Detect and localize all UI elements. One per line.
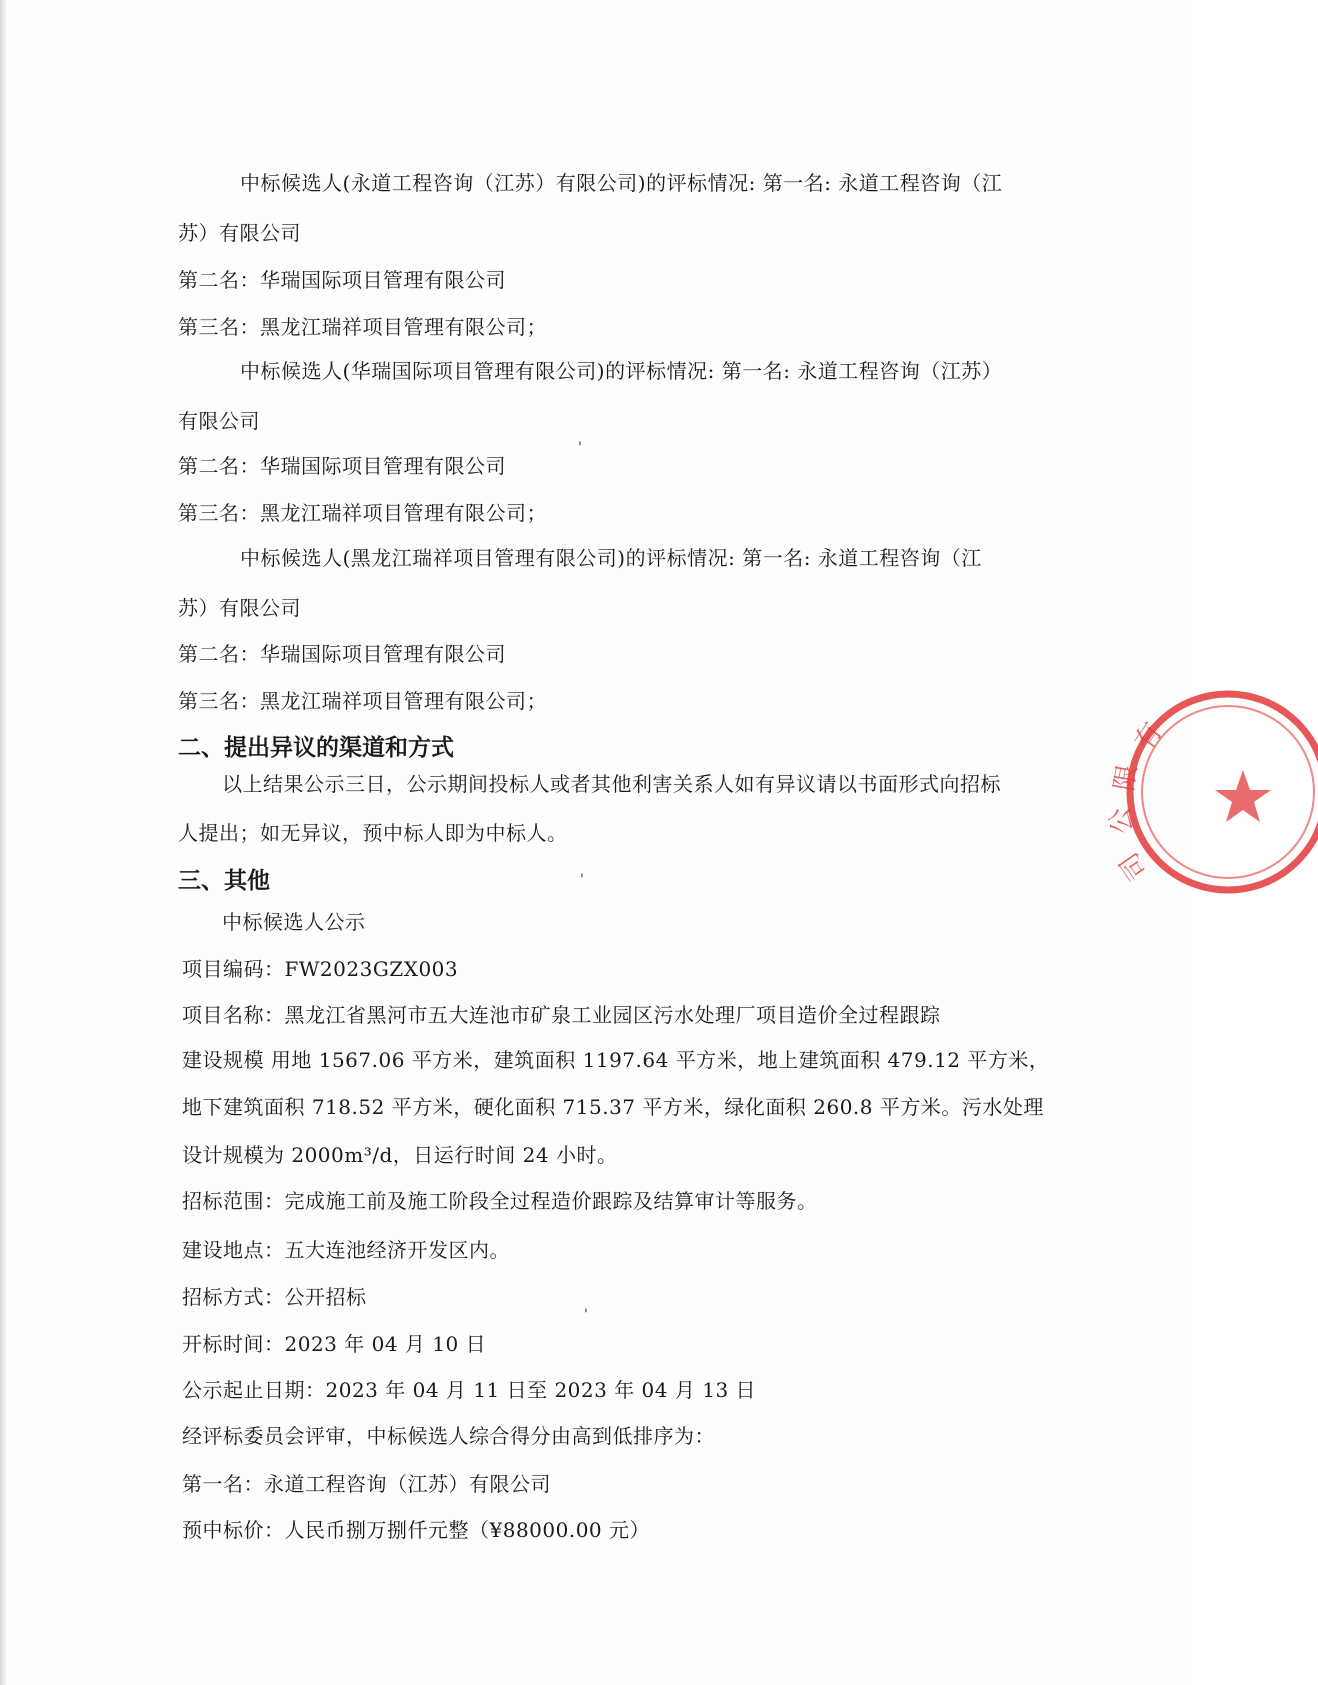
eval-paragraph-1-second: 第二名：华瑞国际项目管理有限公司 xyxy=(178,268,506,292)
svg-text:有: 有 xyxy=(1129,717,1169,757)
svg-text:司: 司 xyxy=(1114,846,1154,886)
svg-text:限: 限 xyxy=(1109,762,1144,794)
scan-speck: ' xyxy=(584,1307,588,1323)
tender-scope: 招标范围：完成施工前及施工阶段全过程造价跟踪及结算审计等服务。 xyxy=(182,1189,818,1213)
section-2-heading: 二、提出异议的渠道和方式 xyxy=(178,735,454,761)
eval-paragraph-2-line-2: 有限公司 xyxy=(178,409,260,433)
company-seal-stamp xyxy=(1104,672,1318,912)
project-name: 项目名称：黑龙江省黑河市五大连池市矿泉工业园区污水处理厂项目造价全过程跟踪 xyxy=(182,1003,941,1027)
eval-paragraph-3-third: 第三名：黑龙江瑞祥项目管理有限公司； xyxy=(178,689,547,713)
project-code: 项目编码：FW2023GZX003 xyxy=(182,957,459,981)
eval-paragraph-2-line-1: 中标候选人(华瑞国际项目管理有限公司)的评标情况: 第一名: 永道工程咨询（江苏） xyxy=(240,359,1003,383)
eval-paragraph-1-third: 第三名：黑龙江瑞祥项目管理有限公司； xyxy=(178,315,547,339)
eval-paragraph-2-second: 第二名：华瑞国际项目管理有限公司 xyxy=(178,454,506,478)
construction-scale-line-1: 建设规模 用地 1567.06 平方米，建筑面积 1197.64 平方米，地上建筑面积 479.12 平方米， xyxy=(182,1048,1050,1072)
objection-line-1: 以上结果公示三日，公示期间投标人或者其他利害关系人如有异议请以书面形式向招标 xyxy=(222,772,1001,796)
eval-paragraph-1-line-2: 苏）有限公司 xyxy=(178,221,301,245)
construction-scale-line-3: 设计规模为 2000m³/d，日运行时间 24 小时。 xyxy=(182,1143,618,1167)
scan-speck: ' xyxy=(580,872,584,888)
scan-speck: ' xyxy=(578,440,582,456)
construction-scale-line-2: 地下建筑面积 718.52 平方米，硬化面积 715.37 平方米，绿化面积 260.8 平方米。污水处理 xyxy=(182,1095,1044,1119)
eval-paragraph-1-line-1: 中标候选人(永道工程咨询（江苏）有限公司)的评标情况: 第一名: 永道工程咨询（江 xyxy=(240,171,1003,195)
construction-location: 建设地点：五大连池经济开发区内。 xyxy=(182,1238,510,1262)
bid-opening-time: 开标时间：2023 年 04 月 10 日 xyxy=(182,1332,487,1356)
svg-text:公: 公 xyxy=(1104,805,1139,836)
eval-paragraph-3-line-2: 苏）有限公司 xyxy=(178,596,301,620)
eval-paragraph-2-third: 第三名：黑龙江瑞祥项目管理有限公司； xyxy=(178,501,547,525)
eval-paragraph-3-line-1: 中标候选人(黑龙江瑞祥项目管理有限公司)的评标情况: 第一名: 永道工程咨询（江 xyxy=(240,546,982,570)
scan-edge-shadow xyxy=(0,0,6,1685)
eval-paragraph-3-second: 第二名：华瑞国际项目管理有限公司 xyxy=(178,642,506,666)
tender-method: 招标方式：公开招标 xyxy=(182,1285,367,1309)
publicity-subtitle: 中标候选人公示 xyxy=(222,910,366,934)
bid-price: 预中标价：人民币捌万捌仟元整（¥88000.00 元） xyxy=(182,1518,651,1542)
ranking-intro: 经评标委员会评审，中标候选人综合得分由高到低排序为： xyxy=(182,1424,715,1448)
first-place: 第一名：永道工程咨询（江苏）有限公司 xyxy=(182,1472,551,1496)
publicity-period: 公示起止日期：2023 年 04 月 11 日至 2023 年 04 月 13 日 xyxy=(182,1378,757,1402)
section-3-heading: 三、其他 xyxy=(178,868,270,894)
objection-line-2: 人提出；如无异议，预中标人即为中标人。 xyxy=(178,821,568,845)
